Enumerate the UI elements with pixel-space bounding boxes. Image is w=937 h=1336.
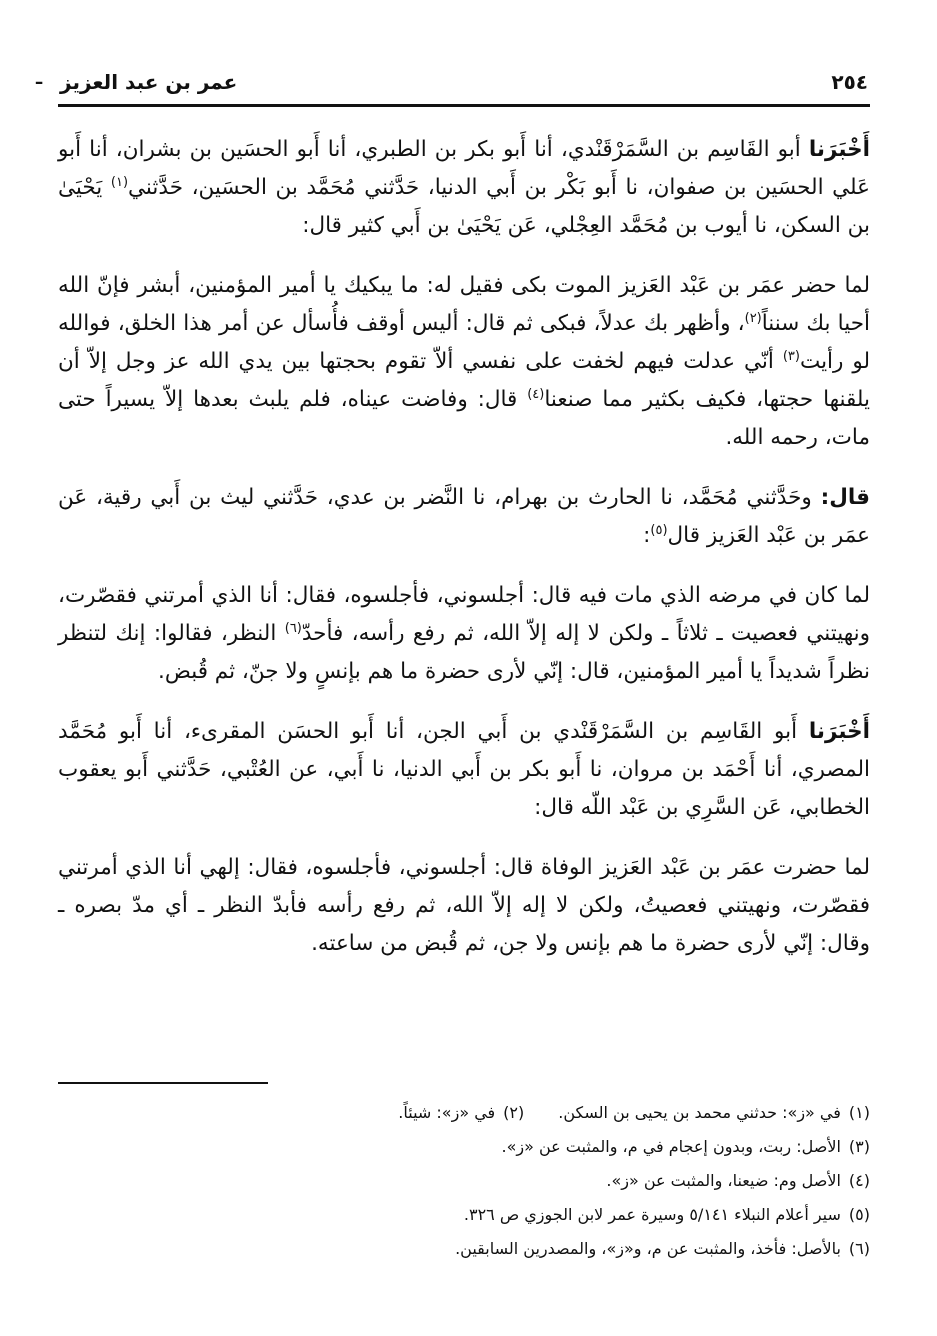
paragraph-lead: أَخْبَرَنا xyxy=(808,719,870,744)
footnote-ref-6[interactable]: (٦) xyxy=(284,620,302,636)
footnote-ref-2[interactable]: (٢) xyxy=(744,310,762,326)
paragraph-lead: قال: xyxy=(820,485,870,510)
paragraph-text: أبو القَاسِم بن السَّمَرْقَنْدي، أنا أَبو بكر بن الطبري، أنا أَبو الحسَين بن بشران، أنا أَبو عَلي الحسَين بن صفوان، نا أَبو بَكْر بن أَبي الدنيا، حَدَّثني مُحَمَّد بن الحسَين، حَدَّثني xyxy=(58,137,870,200)
paragraph-text: وحَدَّثني مُحَمَّد، نا الحارث بن بهرام، نا النَّضر بن عدي، حَدَّثني ليث بن أَبي رقية، عَن عمَر بن عَبْد العَزيز قال xyxy=(58,485,870,548)
running-title: عمر بن عبد العزيز xyxy=(60,70,238,94)
book-page xyxy=(36,60,870,1258)
footnote-number: (٦) xyxy=(848,1239,870,1258)
paragraph-text: قال: وفاضت عيناه، فلم يلبث بعدها إلاّ يسيراً حتى مات، رحمه الله. xyxy=(58,387,870,450)
footnote-number: (٢) xyxy=(503,1103,525,1122)
paragraph-text-after: يَحْيَىٰ بن السكن، نا أيوب بن مُحَمَّد العِجْلي، عَن يَحْيَىٰ بن أَبي كثير قال: xyxy=(58,175,870,238)
footnote-text: في «ز»: شيئاً. xyxy=(398,1103,496,1122)
footnote-text: الأصل: ربت، وبدون إعجام في م، والمثبت عن «ز». xyxy=(501,1137,841,1156)
footnote-number: (٤) xyxy=(848,1171,870,1190)
footnote-text: سير أعلام النبلاء ٥/١٤١ وسيرة عمر لابن الجوزي ص ٣٢٦. xyxy=(463,1205,841,1224)
paragraph-text: لما حضر عمَر بن عَبْد العَزيز الموت بكى فقيل له: ما يبكيك يا أمير المؤمنين، أبشر فإنّ الله أحيا بك سنناً xyxy=(58,273,870,336)
paragraph-1-isnad xyxy=(58,131,870,245)
header-mark: ـ xyxy=(36,68,43,89)
footnote-text: في «ز»: حدثني محمد بن يحيى بن السكن. xyxy=(558,1103,841,1122)
footnote-text: الأصل وم: ضيعنا، والمثبت عن «ز». xyxy=(606,1171,841,1190)
footnote-ref-5[interactable]: (٥) xyxy=(650,522,668,538)
paragraph-text: أنّي عدلت فيهم لخفت على نفسي ألاّ تقوم بحجتها بين يدي الله عز وجل إلاّ أن يلقنها حجتها، فكيف بكثير مما صنعنا xyxy=(58,349,870,412)
paragraph-text: النظر، فقالوا: إنك لتنظر نظراً شديداً يا أمير المؤمنين، قال: إنّي لأرى حضرة ما هم بإنسٍ ولا جنّ، ثم قُبض. xyxy=(58,621,870,684)
footnote-number: (١) xyxy=(848,1103,870,1122)
footnote-item xyxy=(58,1130,870,1164)
paragraph-text-after: : xyxy=(643,523,651,548)
footnote-item xyxy=(58,1096,870,1130)
footnote-ref-4[interactable]: (٤) xyxy=(527,386,545,402)
main-text xyxy=(58,131,870,963)
footnote-ref-3[interactable]: (٣) xyxy=(782,348,800,364)
paragraph-text: لما كان في مرضه الذي مات فيه قال: أجلسوني، فأجلسوه، فقال: أنا الذي أمرتني فقصّرت، ونهيتني فعصيت ـ ثلاثاً ـ ولكن لا إله إلاّ الله، ثم رفع رأسه، فأحدّ xyxy=(58,583,870,646)
footnote-item xyxy=(58,1232,870,1266)
footnote-number: (٥) xyxy=(848,1205,870,1224)
paragraph-5-isnad xyxy=(58,713,870,827)
footnote-text: بالأصل: فأخذ، والمثبت عن م، و«ز»، والمصدرين السابقين. xyxy=(455,1239,841,1258)
paragraph-3-isnad xyxy=(58,479,870,555)
paragraph-text: ، وأظهر بك عدلاً، فبكى ثم قال: أليس أوقف فأُسأل عن أمر هذا الخلق، فوالله لو رأيت xyxy=(58,311,870,374)
paragraph-text: لما حضرت عمَر بن عَبْد العَزيز الوفاة قال: أجلسوني، فأجلسوه، فقال: إلهي أنا الذي أمرتني فقصّرت، ونهيتني فعصيتُ، ولكن لا إله إلاّ الله، ثم رفع رأسه فأبدّ النظر ـ أي مدّ بصره ـ وقال: إنّي لأرى حضرة ما هم بإنس ولا جن، ثم قُبض من ساعته. xyxy=(58,855,870,956)
paragraph-2-narration xyxy=(58,267,870,457)
page-header xyxy=(36,60,870,107)
footnotes xyxy=(58,1096,870,1266)
footnote-item xyxy=(58,1198,870,1232)
footnote-number: (٣) xyxy=(848,1137,870,1156)
paragraph-lead: أَخْبَرَنا xyxy=(808,137,870,162)
paragraph-4-narration xyxy=(58,577,870,691)
footnote-ref-1[interactable]: (١) xyxy=(110,174,129,190)
footnote-divider xyxy=(58,1082,268,1084)
footnote-item xyxy=(58,1164,870,1198)
page-number: ٢٥٤ xyxy=(831,70,868,94)
paragraph-6-narration xyxy=(58,849,870,963)
paragraph-text: أَبو القَاسِم بن السَّمَرْقَنْدي بن أَبي الجن، أنا أَبو الحسَن المقرىء، أنا أَبو مُحَمَّد المصري، أنا أَحْمَد بن مروان، نا أَبو بكر بن أَبي الدنيا، نا أَبي، عن العُتْبي، حَدَّثني أَبو يعقوب الخطابي، عَن السَّرِي بن عَبْد اللّه قال: xyxy=(58,719,870,820)
